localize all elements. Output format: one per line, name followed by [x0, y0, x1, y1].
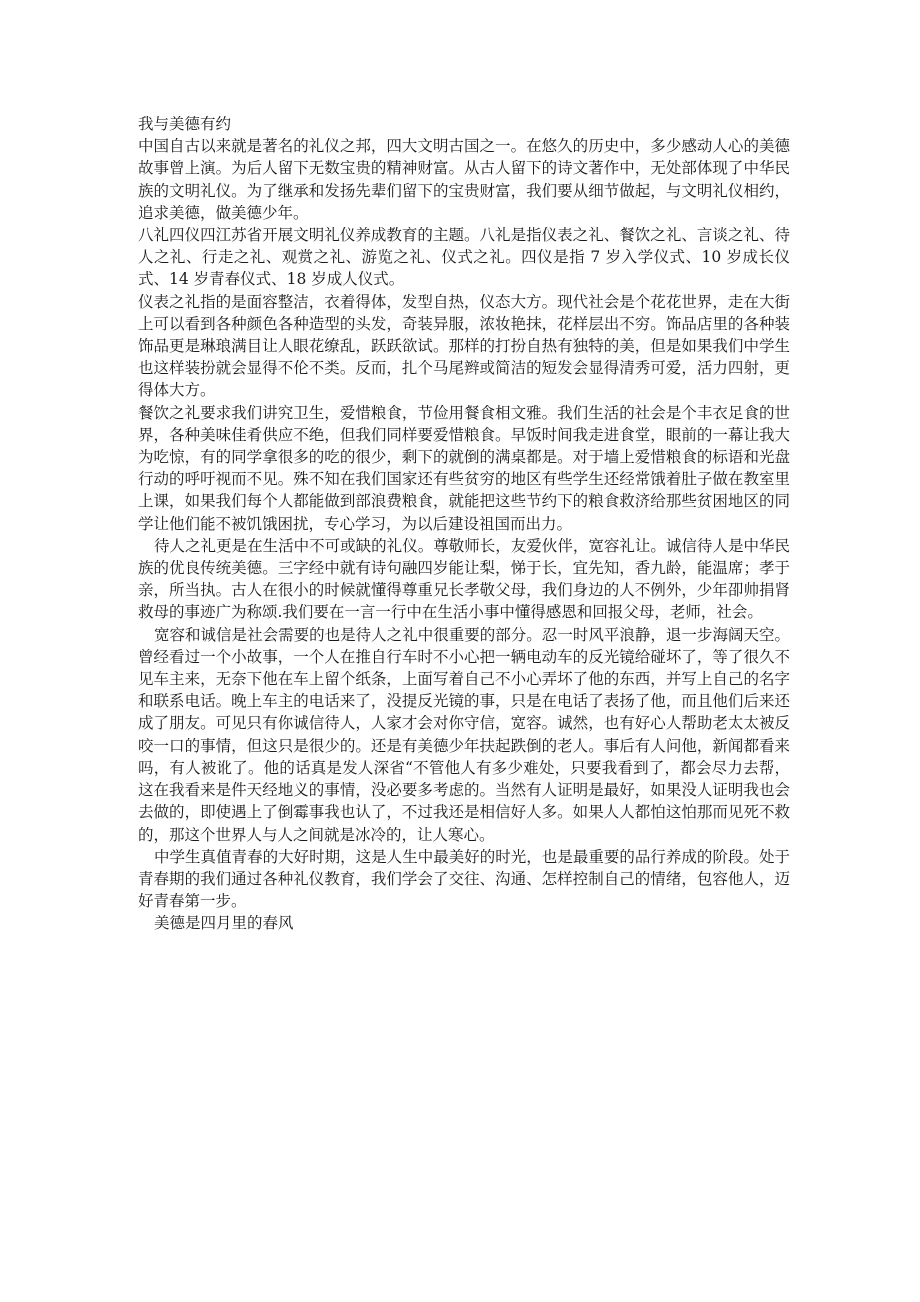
paragraph-closing: 美德是四月里的春风: [154, 914, 294, 933]
paragraph-eight-rites: 八礼四仪四江苏省开展文明礼仪养成教育的主题。八礼是指仪表之礼、餐饮之礼、言谈之礼、待人之礼、行走之礼、观赏之礼、游览之礼、仪式之礼。四仪是指 7 岁入学仪式、10 岁成长仪式、14 岁青春仪式、18 岁成人仪式。: [138, 226, 790, 289]
document-title: 我与美德有约: [138, 115, 232, 133]
paragraph-dining: 餐饮之礼要求我们讲究卫生，爱惜粮食，节俭用餐食相文雅。我们生活的社会是个丰衣足食的世界，各种美味佳肴供应不绝，但我们同样要爱惜粮食。早饭时间我走进食堂，眼前的一幕让我大为吃惊，有的同学拿很多的吃的很少，剩下的就倒的满桌都是。对于墙上爱惜粮食的标语和光盘行动的呼吁视而不见。殊不知在我们国家还有些贫穷的地区有些学生还经常饿着肚子做在教室里上课，如果我们每个人都能做到部浪费粮食，就能把这些节约下的粮食救济给那些贫困地区的同学让他们能不被饥饿困扰，专心学习，为以后建设祖国而出力。: [138, 403, 790, 533]
paragraph-tolerance-honesty: 宽容和诚信是社会需要的也是待人之礼中很重要的部分。忍一时风平浪静，退一步海阔天空。曾经看过一个小故事，一个人在推自行车时不小心把一辆电动车的反光镜给碰坏了，等了很久不见车主来，无奈下他在车上留个纸条，上面写着自己不小心弄坏了他的东西，并写上自己的名字和联系电话。晚上车主的电话来了，没提反光镜的事，只是在电话了表扬了他，而且他们后来还成了朋友。可见只有你诚信待人，人家才会对你守信，宽容。诚然，也有好心人帮助老太太被反咬一口的事情，但这只是很少的。还是有美德少年扶起跌倒的老人。事后有人问他，新闻都看来吗，有人被讹了。他的话真是发人深省“不管他人有多少难处，只要我看到了，都会尽力去帮，这在我看来是件天经地义的事情，没必要多考虑的。当然有人证明是最好，如果没人证明我也会去做的，即使遇上了倒霉事我也认了，不过我还是相信好人多。如果人人都怕这怕那而见死不救的，那这个世界人与人之间就是冰冷的，让人寒心。: [138, 625, 790, 844]
document-page: [138, 113, 790, 935]
paragraph-intro: 中国自古以来就是著名的礼仪之邦，四大文明古国之一。在悠久的历史中，多少感动人心的美德故事曾上演。为后人留下无数宝贵的精神财富。从古人留下的诗文著作中，无处部体现了中华民族的文明礼仪。为了继承和发扬先辈们留下的宝贵财富，我们要从细节做起，与文明礼仪相约，追求美德，做美德少年。: [138, 137, 790, 222]
paragraph-treating-others: 待人之礼更是在生活中不可或缺的礼仪。尊敬师长，友爱伙伴，宽容礼让。诚信待人是中华民族的优良传统美德。三字经中就有诗句融四岁能让梨，悌于长，宜先知，香九龄，能温席；孝于亲，所当执。古人在很小的时候就懂得尊重兄长孝敬父母，我们身边的人不例外，少年卲帅捐肾救母的事迹广为称颂.我们要在一言一行中在生活小事中懂得感恩和回报父母，老师，社会。: [138, 536, 790, 622]
paragraph-appearance: 仪表之礼指的是面容整洁，衣着得体，发型自热，仪态大方。现代社会是个花花世界，走在大街上可以看到各种颜色各种造型的头发，奇装异服，浓妆艳抹，花样层出不穷。饰品店里的各种装饰品更是琳琅满目让人眼花缭乱，跃跃欲试。那样的打扮自热有独特的美，但是如果我们中学生也这样装扮就会显得不伦不类。反而，扎个马尾辫或简洁的短发会显得清秀可爱，活力四射，更得体大方。: [138, 292, 790, 400]
paragraph-youth: 中学生真值青春的大好时期，这是人生中最美好的时光，也是最重要的品行养成的阶段。处于青春期的我们通过各种礼仪教育，我们学会了交往、沟通、怎样控制自己的情绪，包容他人，迈好青春第一步。: [138, 847, 790, 911]
